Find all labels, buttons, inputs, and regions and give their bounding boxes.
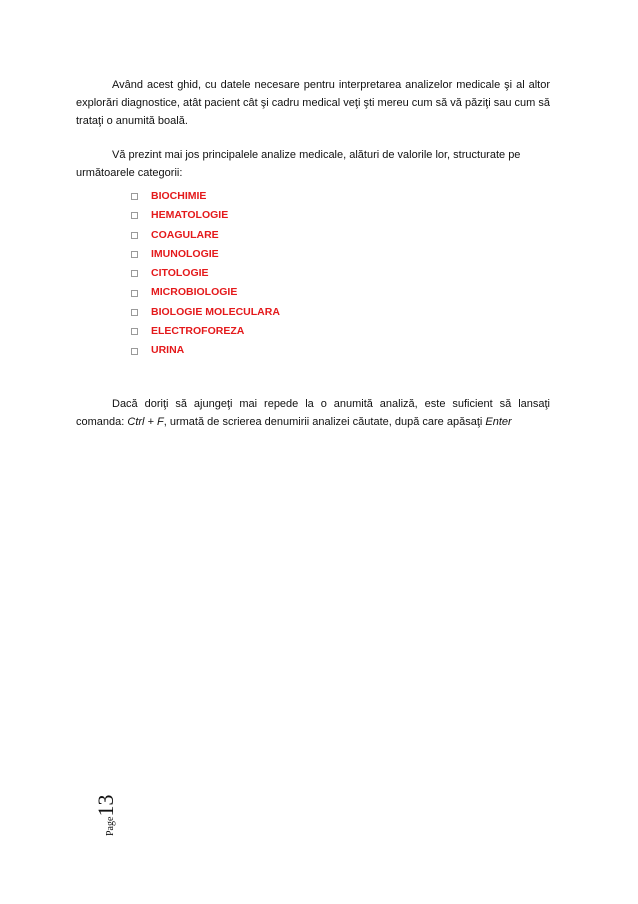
square-bullet-icon: [131, 193, 138, 200]
category-item-microbiologie[interactable]: [131, 283, 280, 302]
category-label: BIOLOGIE MOLECULARA: [151, 305, 280, 318]
category-list: [131, 187, 280, 361]
category-label: URINA: [151, 344, 185, 357]
page-number: 13: [93, 794, 118, 817]
category-label: HEMATOLOGIE: [151, 209, 229, 222]
categories-intro-text: Vă prezint mai jos principalele analize medicale, alături de valorile lor, structurate pe următoarele categorii:: [76, 149, 521, 179]
square-bullet-icon: [131, 309, 138, 316]
category-item-biochimie[interactable]: [131, 187, 280, 206]
category-label: COAGULARE: [151, 228, 219, 241]
search-hint-middle-text: , urmată de scrierea denumirii analizei căutate, după care apăsaţi: [163, 416, 486, 428]
category-item-biologie-moleculara[interactable]: [131, 303, 280, 322]
shortcut-text: Ctrl + F: [127, 416, 164, 428]
categories-intro-paragraph: [76, 146, 550, 182]
category-item-coagulare[interactable]: [131, 226, 280, 245]
square-bullet-icon: [131, 251, 138, 258]
enter-key-text: Enter: [485, 416, 512, 428]
category-label: IMUNOLOGIE: [151, 247, 219, 260]
square-bullet-icon: [131, 348, 138, 355]
intro-paragraph: [76, 76, 550, 130]
square-bullet-icon: [131, 290, 138, 297]
category-item-citologie[interactable]: [131, 264, 280, 283]
category-item-imunologie[interactable]: [131, 245, 280, 264]
category-label: CITOLOGIE: [151, 267, 209, 280]
category-label: ELECTROFOREZA: [151, 325, 245, 338]
square-bullet-icon: [131, 328, 138, 335]
search-hint-text: Dacă doriţi să ajungeţi mai repede la o anumită analiză, este suficient să lansaţi comanda:: [76, 398, 550, 428]
category-item-urina[interactable]: [131, 341, 280, 360]
page-footer: [93, 776, 123, 836]
page-label: Page: [105, 816, 116, 836]
category-item-hematologie[interactable]: [131, 206, 280, 225]
category-item-electroforeza[interactable]: [131, 322, 280, 341]
page-number-block: [93, 795, 119, 836]
intro-paragraph-text: Având acest ghid, cu datele necesare pentru interpretarea analizelor medicale şi al altor explorări diagnostice, atât pacient cât şi cadru medical veţi şti mereu cum să vă păziţi sau cum să trataţi o anumită boală.: [76, 79, 550, 127]
search-hint-paragraph: [76, 395, 550, 431]
square-bullet-icon: [131, 232, 138, 239]
square-bullet-icon: [131, 270, 138, 277]
category-label: MICROBIOLOGIE: [151, 286, 238, 299]
square-bullet-icon: [131, 212, 138, 219]
category-label: BIOCHIMIE: [151, 190, 207, 202]
